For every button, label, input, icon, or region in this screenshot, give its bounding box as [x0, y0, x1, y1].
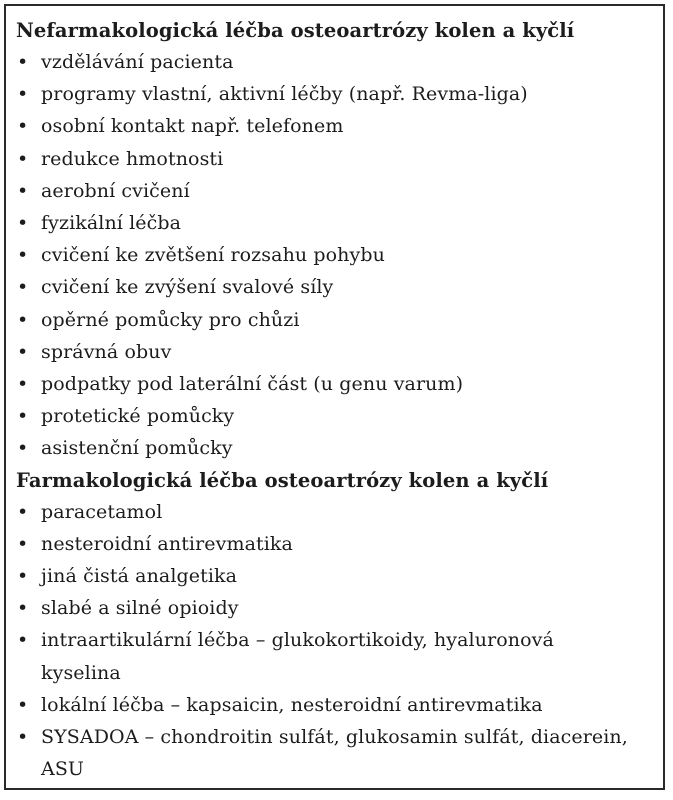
bullet-icon: •: [17, 51, 29, 73]
pharmacological-list: [16, 496, 651, 786]
list-item: • protetické pomůcky: [16, 400, 651, 432]
list-item: • fyzikální léčba: [16, 207, 651, 239]
list-item: • osobní kontakt např. telefonem: [16, 110, 651, 142]
bullet-icon: •: [17, 83, 29, 106]
section-title-nonpharmacological: Nefarmakologická léčba osteoartrózy kolen a kyčlí: [16, 19, 575, 42]
list-item: • aerobní cvičení: [16, 175, 651, 207]
bullet-icon: •: [17, 629, 29, 652]
list-item: • cvičení ke zvýšení svalové síly: [16, 271, 651, 303]
bullet-icon: •: [17, 500, 29, 523]
list-item: • podpatky pod laterální část (u genu varum): [16, 368, 651, 400]
bullet-icon: •: [17, 405, 29, 428]
bullet-icon: •: [17, 693, 29, 716]
bullet-icon: •: [17, 340, 29, 363]
list-item: • intraartikulární léčba – glukokortikoidy, hyaluronová kyselina: [16, 624, 651, 688]
list-item: • opěrné pomůcky pro chůzi: [16, 304, 651, 336]
bullet-icon: •: [17, 308, 29, 331]
bullet-icon: •: [17, 179, 29, 202]
list-item: • nesteroidní antirevmatika: [16, 528, 651, 560]
list-item: • lokální léčba – kapsaicin, nesteroidní antirevmatika: [16, 689, 651, 721]
list-item: • programy vlastní, aktivní léčby (např. Revma-liga): [16, 78, 651, 110]
bullet-icon: •: [17, 437, 29, 460]
treatment-table: [4, 4, 665, 790]
bullet-icon: •: [17, 726, 29, 749]
bullet-icon: •: [17, 373, 29, 396]
list-item: • asistenční pomůcky: [16, 432, 651, 464]
bullet-icon: •: [17, 597, 29, 620]
list-item: • jiná čistá analgetika: [16, 560, 651, 592]
bullet-icon: •: [17, 212, 29, 235]
list-item: • paracetamol: [16, 496, 651, 528]
bullet-icon: •: [17, 565, 29, 588]
bullet-icon: •: [17, 115, 29, 138]
section-title-pharmacological: Farmakologická léčba osteoartrózy kolen a kyčlí: [16, 468, 549, 492]
list-item: • redukce hmotnosti: [16, 143, 651, 175]
nonpharmacological-list: [16, 46, 651, 465]
list-item: • vzdělávání pacienta: [16, 46, 651, 78]
bullet-icon: •: [17, 147, 29, 170]
bullet-icon: •: [17, 532, 29, 555]
bullet-icon: •: [17, 244, 29, 267]
list-item: • správná obuv: [16, 336, 651, 368]
list-item: • slabé a silné opioidy: [16, 592, 651, 624]
list-item: • SYSADOA – chondroitin sulfát, glukosamin sulfát, diacerein, ASU: [16, 721, 651, 785]
list-item: • cvičení ke zvětšení rozsahu pohybu: [16, 239, 651, 271]
bullet-icon: •: [17, 276, 29, 299]
